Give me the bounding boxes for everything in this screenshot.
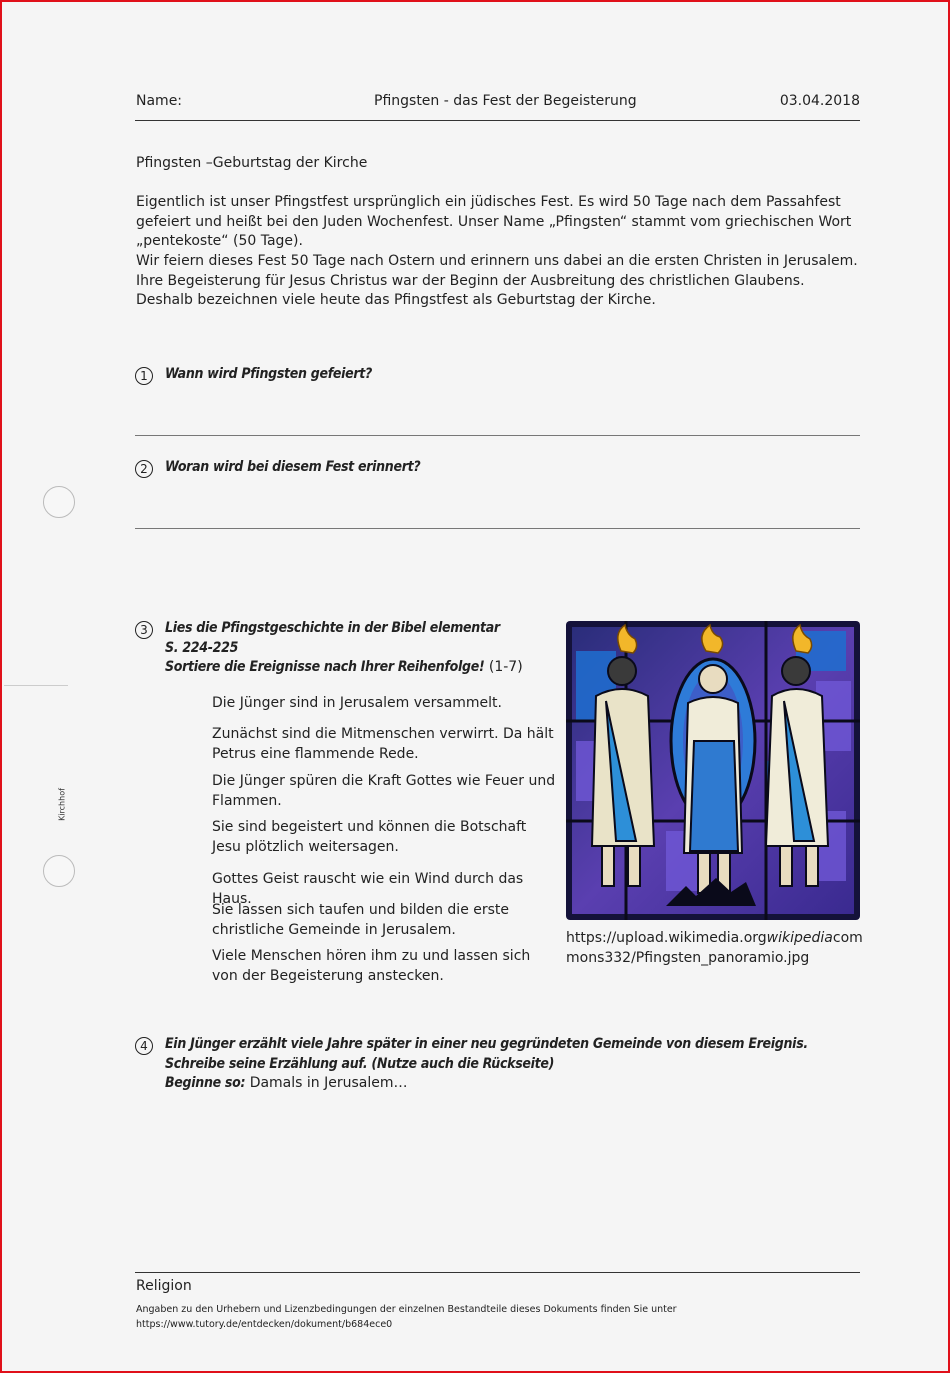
question-number-1: 1 (135, 367, 153, 385)
event-item-3: Die Jünger spüren die Kraft Gottes wie Feuer und Flammen. (212, 773, 556, 809)
caption-url-part-3: com (832, 930, 863, 946)
question-number-3: 3 (135, 621, 153, 639)
question-3-range: (1-7) (488, 659, 523, 675)
question-3-line-3: Sortiere die Ereignisse nach Ihrer Reihenfolge! (165, 659, 485, 675)
stained-glass-image (566, 621, 860, 920)
page-title: Pfingsten - das Fest der Begeisterung (374, 93, 637, 109)
question-4-line-2: Schreibe seine Erzählung auf. (Nutze auch die Rückseite) (165, 1056, 555, 1072)
page-date: 03.04.2018 (779, 93, 860, 109)
question-4-start-label: Beginne so: (165, 1075, 246, 1091)
event-item-1: Die Jünger sind in Jerusalem versammelt. (212, 695, 503, 711)
event-item-2: Zunächst sind die Mitmenschen verwirrt. Da hält Petrus eine flammende Rede. (212, 726, 554, 762)
question-4-line-1: Ein Jünger erzählt viele Jahre später in einer neu gegründeten Gemeinde von diesem Ereignis. (165, 1036, 808, 1052)
punch-hole-bottom (43, 855, 75, 887)
event-item-7: Viele Menschen hören ihm zu und lassen sich von der Begeisterung anstecken. (212, 948, 531, 984)
margin-label: Kirchhof (57, 788, 67, 821)
image-caption (566, 929, 863, 968)
event-item-4: Sie sind begeistert und können die Botschaft Jesu plötzlich weitersagen. (212, 819, 527, 855)
answer-line-2 (135, 528, 860, 529)
answer-line-1 (135, 435, 860, 436)
intro-heading: Pfingsten –Geburtstag der Kirche (136, 155, 368, 171)
image-caption-line-1 (566, 929, 863, 949)
caption-url-part-2: wikipedia (766, 930, 833, 946)
caption-url-part-1: https://upload.wikimedia.org (566, 930, 767, 946)
footer-license-url[interactable]: https://www.tutory.de/entdecken/dokument/b684ece0 (136, 1319, 393, 1330)
question-number-4: 4 (135, 1037, 153, 1055)
header-rule (135, 120, 860, 121)
footer-subject: Religion (136, 1278, 192, 1294)
question-2-text: Woran wird bei diesem Fest erinnert? (165, 459, 421, 475)
question-4-start (165, 1075, 408, 1091)
question-3-line-2: S. 224-225 (165, 640, 239, 656)
intro-paragraph-2: Wir feiern dieses Fest 50 Tage nach Ostern und erinnern uns dabei an die ersten Christen in Jerusalem. Ihre Begeisterung für Jesus Christus war der Beginn der Ausbreitung des christlichen Glaubens. Deshalb bezeichnen viele heute das Pfingstfest als Geburtstag der Kirche. (136, 253, 858, 309)
event-item-6: Sie lassen sich taufen und bilden die erste christliche Gemeinde in Jerusalem. (212, 902, 510, 938)
intro-paragraph-1: Eigentlich ist unser Pfingstfest ursprünglich ein jüdisches Fest. Es wird 50 Tage nach dem Passahfest gefeiert und heißt bei den Juden Wochenfest. Unser Name „Pfingsten“ stammt vom griechischen Wort „pentekoste“ (50 Tage). (136, 194, 852, 250)
question-4-start-text: Damals in Jerusalem… (249, 1075, 408, 1091)
footer-license-text: Angaben zu den Urhebern und Lizenzbedingungen der einzelnen Bestandteile dieses Dokuments finden Sie unter (136, 1304, 677, 1315)
footer-rule (135, 1272, 860, 1273)
fold-mark (4, 685, 68, 686)
question-number-2: 2 (135, 460, 153, 478)
event-item-5: Gottes Geist rauscht wie ein Wind durch das Haus. (212, 871, 524, 907)
punch-hole-top (43, 486, 75, 518)
question-3-line-1: Lies die Pfingstgeschichte in der Bibel elementar (165, 620, 500, 636)
name-label: Name: (136, 93, 183, 109)
image-caption-line-2: mons332/Pfingsten_panoramio.jpg (566, 949, 810, 966)
question-3-line-3-wrap (165, 659, 523, 675)
question-1-text: Wann wird Pfingsten gefeiert? (165, 366, 373, 382)
